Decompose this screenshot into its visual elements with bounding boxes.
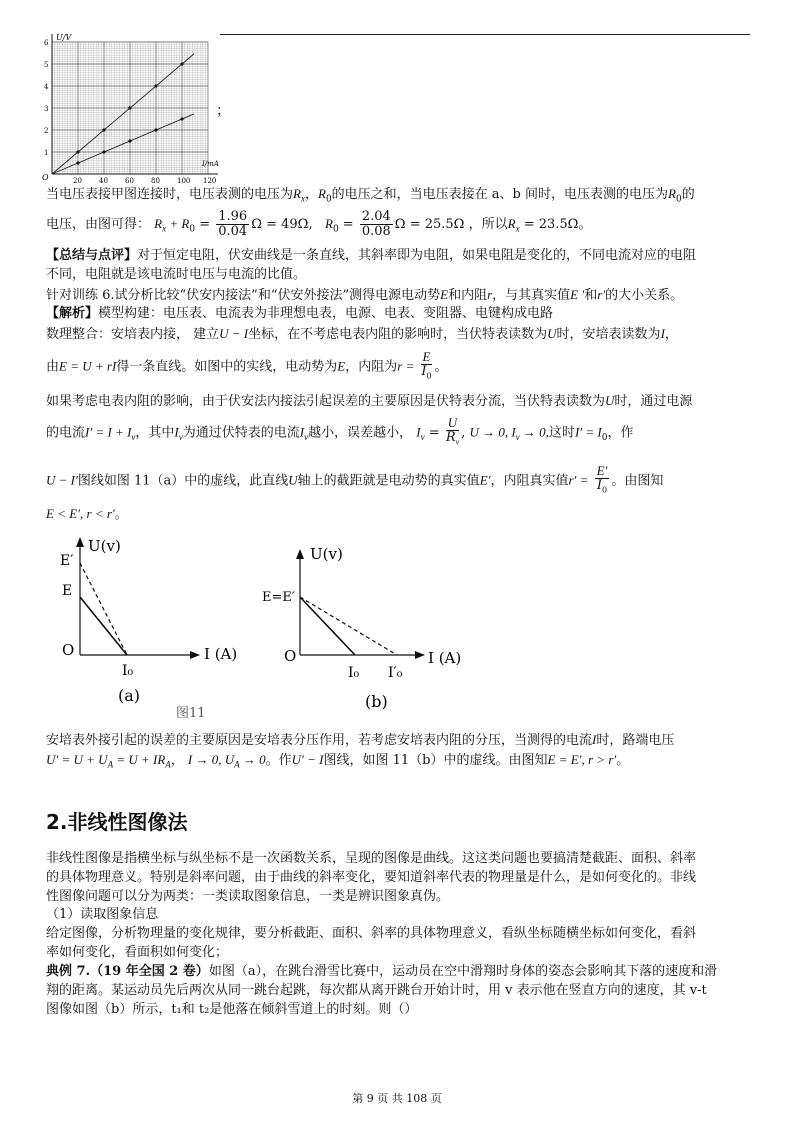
- analysis-line7: E < E′, r < r′。: [46, 506, 128, 522]
- analysis-line2: 数理整合：安培表内接， 建立U − I坐标，在不考虑电表内阻的影响时，当伏特表读数为U时，安培表读数为I，: [46, 326, 678, 342]
- figure-11: [52, 535, 472, 720]
- fig-b-yaxis-label: U(v): [310, 545, 343, 563]
- analysis-line5: 的电流$I' = I + I_v$，其中$I_v$为通过伏特表的电流$I_v$越小，误差越小， $I_v$ = $\frac{U}{R_v}$ , U → 0, $I_v \to 0$,这时$I' = I_0$，作: [46, 415, 634, 447]
- x-tick-label: 20: [73, 177, 82, 183]
- y-axis-label: U/V: [56, 33, 72, 42]
- x-tick-label: 80: [151, 177, 160, 183]
- fig-a-xaxis-label: I (A): [204, 645, 238, 663]
- y-tick-label: 6: [44, 39, 49, 47]
- section2-p1-l3: 性图像问题可以分为两类：一类读取图象信息，一类是辨识图象真伪。: [46, 889, 450, 904]
- y-tick-label: 5: [44, 61, 49, 69]
- data-point: [102, 150, 105, 153]
- fig-a-E-label: E: [62, 583, 73, 599]
- fig-b-solid-line: [300, 597, 355, 655]
- fig-b-I0p-label: I′₀: [388, 665, 403, 681]
- top-rule: [220, 34, 750, 35]
- x-tick-label: 100: [177, 177, 191, 183]
- page-footer: 第 9 页 共 108 页: [352, 1092, 442, 1105]
- figure-11a: [60, 537, 237, 705]
- external-line1: 安培表外接引起的误差的主要原因是安培表分压作用，若考虑安培表内阻的分压，当测得的电流I时，路端电压: [46, 732, 675, 748]
- analysis-line4: 如果考虑电表内阻的影响，由于伏安法内接法引起误差的主要原因是伏特表分流，当伏特表读数为U时，通过电源: [46, 393, 693, 409]
- fig-b-xaxis-label: I (A): [428, 649, 462, 667]
- y-tick-label: 2: [44, 127, 49, 135]
- fig-a-yaxis-label: U(v): [88, 537, 121, 555]
- x-tick-label: 120: [203, 177, 217, 183]
- x-axis-label: I/mA: [202, 160, 219, 168]
- origin-label: O: [42, 173, 49, 182]
- section2-p2-l1: 给定图像，分析物理量的变化规律，要分析截距、面积、斜率的具体物理意义，看纵坐标随横坐标如何变化，看斜: [46, 926, 697, 941]
- graph-trailing-mark: ；: [216, 103, 230, 119]
- section2-ex-l1: 典例 7.（19 年全国 2 卷）如图（a），在跳台滑雪比赛中，运动员在空中滑翔时身体的姿态会影响其下落的速度和滑: [46, 964, 718, 979]
- fig-b-y-arrow: [296, 549, 304, 559]
- section2-p1-l2: 的具体物理意义。特别是斜率问题，由于曲线的斜率变化，要知道斜率代表的物理量是什么，是如何变化的。非线: [46, 870, 697, 885]
- training-line: 针对训练 6.试分析比较“伏安内接法”和“伏安外接法”测得电源电动势E和内阻r，与其真实值E ′和r′的大小关系。: [46, 287, 684, 303]
- section2-p2-l2: 率如何变化，看面积如何变化；: [46, 945, 229, 960]
- fig-b-E-label: E=E′: [262, 590, 295, 605]
- data-point: [154, 128, 157, 131]
- section2-sub1: （1）读取图象信息: [46, 907, 159, 922]
- fig-a-I0-label: I₀: [122, 663, 134, 679]
- section2-p1-l1: 非线性图像是指横坐标与纵坐标不是一次函数关系，呈现的图像是曲线。这这类问题也要搞清楚截距、面积、斜率: [46, 851, 697, 866]
- section2-ex-l3: 图像如图（b）所示，t₁和 t₂是他落在倾斜雪道上的时刻。则（）: [46, 1002, 418, 1017]
- y-tick-label: 4: [44, 83, 49, 91]
- fig-a-caption: (a): [118, 686, 141, 705]
- series-line-shallow: [52, 114, 194, 174]
- graph-lines: [52, 54, 194, 174]
- ui-graph: [40, 28, 230, 183]
- data-point: [180, 117, 183, 120]
- data-point: [154, 84, 157, 87]
- section2-ex-l2: 翔的距离。某运动员先后两次从同一跳台起跳，每次都从离开跳台开始计时，用 v 表示他在竖直方向的速度，其 v-t: [46, 983, 707, 998]
- analysis-line6: U − I′图线如图 11（a）中的虚线，此直线U轴上的截距就是电动势的真实值E′，内阻真实值r′ = $\frac{E'}{I_0}$ 。由图知: [46, 463, 664, 495]
- para1-line1: 当电压表接甲图连接时，电压表测的电压为$R_x$，$R_0$的电压之和，当电压表接在 a、b 间时，电压表测的电压为$R_0$的: [46, 186, 695, 205]
- summary-line2: 不同，电阻就是该电流时电压与电流的比值。: [46, 267, 307, 282]
- fig-a-solid-line: [80, 597, 127, 655]
- summary-line1: 【总结与点评】对于恒定电阻，伏安曲线是一条直线，其斜率即为电阻，如果电阻是变化的，不同电流对应的电阻: [46, 248, 697, 263]
- y-tick-label: 3: [44, 105, 49, 113]
- y-tick-label: 1: [44, 149, 49, 157]
- fig-a-x-arrow: [190, 651, 200, 659]
- fig-a-origin-label: O: [62, 641, 75, 659]
- data-point: [102, 128, 105, 131]
- fig-b-dashed-line: [300, 597, 397, 655]
- data-point: [76, 161, 79, 164]
- para1-line2: 电压，由图可得： $R_x + R_0$ = $\frac{1.96}{0.04}$ Ω = 49Ω, $R_0$ = $\frac{2.04}{0.08}$ Ω = 25.5Ω ，所以$R_x = 23.5\Omega$。: [46, 209, 592, 239]
- data-point: [180, 62, 183, 65]
- fig-b-origin-label: O: [284, 647, 297, 665]
- data-point: [128, 139, 131, 142]
- fig-b-I0-label: I₀: [348, 665, 360, 681]
- x-tick-label: 60: [125, 177, 134, 183]
- fig-a-Eprime-label: E′: [60, 553, 74, 569]
- analysis-line1: 【解析】模型构建：电压表、电流表为非理想电表，电源、电表、变阻器、电键构成电路: [46, 306, 554, 321]
- section-heading: 2.非线性图像法: [46, 810, 188, 834]
- fig-11-label: 图11: [176, 706, 206, 720]
- fig-a-dashed-line: [80, 563, 127, 655]
- fig-b-x-arrow: [415, 651, 425, 659]
- figure-11b: [262, 545, 461, 711]
- series-line-steep: [52, 54, 194, 174]
- fig-b-caption: (b): [365, 692, 388, 711]
- data-point: [128, 106, 131, 109]
- external-line2: $U' = U + U_A = U + IR_A$， I → 0, $U_A \to 0$。作U′ − I图线，如图 11（b）中的虚线。由图知E = E′, r > r′。: [46, 752, 630, 770]
- x-tick-label: 40: [99, 177, 108, 183]
- analysis-line3: 由E = U + rI得一条直线。如图中的实线，电动势为E，内阻为r = $\frac{E}{I_0}$ 。: [46, 349, 448, 381]
- fig-a-y-arrow: [76, 537, 84, 547]
- data-point: [76, 150, 79, 153]
